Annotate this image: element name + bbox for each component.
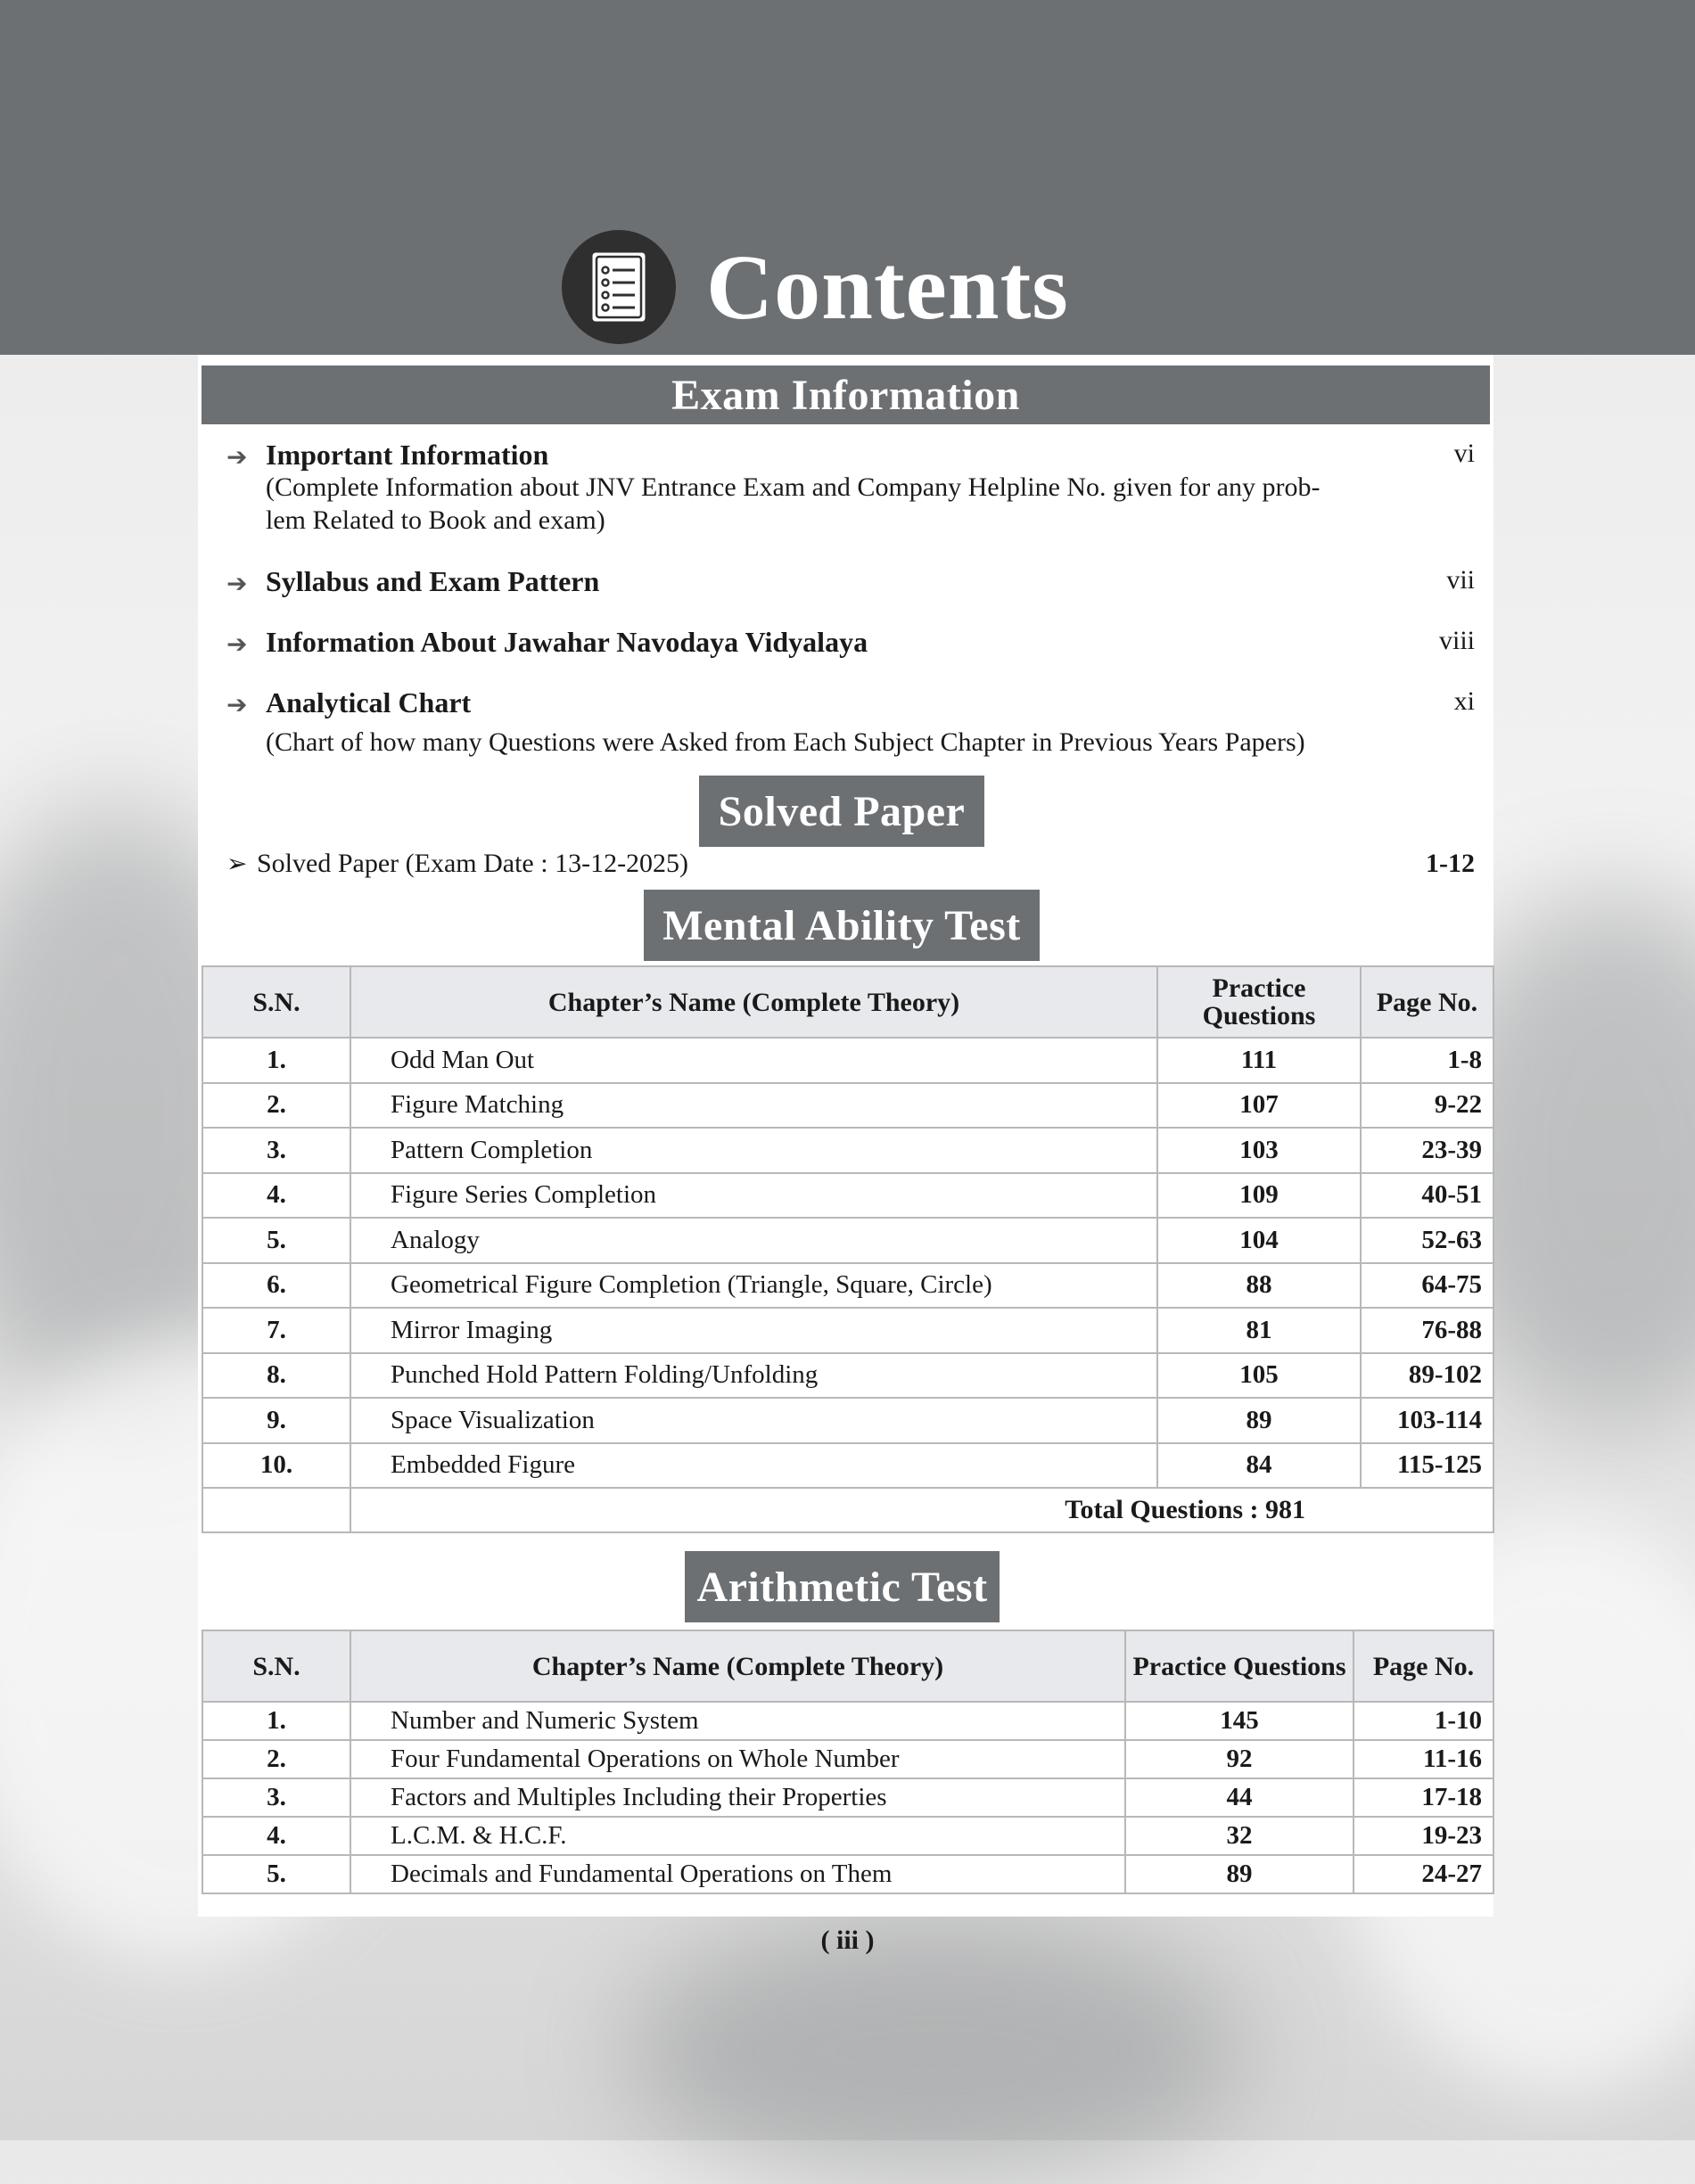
row-questions: 92 — [1125, 1740, 1354, 1778]
page-title: Contents — [706, 235, 1069, 339]
row-questions: 109 — [1157, 1173, 1361, 1219]
entry-title: Syllabus and Exam Pattern — [266, 565, 600, 597]
contents-list-icon — [562, 230, 676, 344]
table-row[interactable] — [202, 1778, 1493, 1817]
column-header-page: Page No. — [1361, 966, 1493, 1038]
entry-title: Solved Paper (Exam Date : 13-12-2025) — [257, 849, 689, 878]
table-row[interactable] — [202, 1173, 1493, 1219]
row-sn: 2. — [202, 1740, 350, 1778]
row-page: 1-10 — [1354, 1702, 1493, 1740]
table-row[interactable] — [202, 1128, 1493, 1173]
row-page: 103-114 — [1361, 1398, 1493, 1443]
row-chapter-name: Figure Matching — [350, 1083, 1157, 1129]
entry-title: Analytical Chart — [266, 686, 472, 718]
arrow-icon: ➔ — [226, 690, 248, 719]
row-sn: 1. — [202, 1038, 350, 1083]
row-chapter-name: Decimals and Fundamental Operations on Them — [350, 1855, 1125, 1893]
row-page: 11-16 — [1354, 1740, 1493, 1778]
row-chapter-name: Embedded Figure — [350, 1443, 1157, 1489]
section-heading-exam-information: Exam Information — [202, 365, 1490, 424]
row-chapter-name: Space Visualization — [350, 1398, 1157, 1443]
table-row[interactable] — [202, 1740, 1493, 1778]
row-questions: 89 — [1157, 1398, 1361, 1443]
table-row[interactable] — [202, 1702, 1493, 1740]
table-header-row — [202, 1630, 1493, 1702]
row-sn: 8. — [202, 1353, 350, 1399]
row-chapter-name: Analogy — [350, 1218, 1157, 1263]
row-questions: 44 — [1125, 1778, 1354, 1817]
row-chapter-name: Odd Man Out — [350, 1038, 1157, 1083]
arrow-icon: ➔ — [226, 629, 248, 659]
section-heading-solved-paper: Solved Paper — [699, 776, 984, 847]
row-sn: 2. — [202, 1083, 350, 1129]
toc-entry[interactable] — [226, 626, 1475, 661]
arrow-icon: ➔ — [226, 569, 248, 598]
arithmetic-table — [202, 1630, 1494, 1894]
row-questions: 81 — [1157, 1308, 1361, 1353]
toc-entry[interactable] — [226, 565, 1475, 601]
column-header-chapter: Chapter’s Name (Complete Theory) — [350, 966, 1157, 1038]
row-chapter-name: Punched Hold Pattern Folding/Unfolding — [350, 1353, 1157, 1399]
row-page: 89-102 — [1361, 1353, 1493, 1399]
row-sn: 1. — [202, 1702, 350, 1740]
mental-ability-table — [202, 965, 1494, 1533]
background-shade — [624, 1917, 1248, 2184]
page-header — [562, 230, 1069, 344]
row-page: 52-63 — [1361, 1218, 1493, 1263]
table-row[interactable] — [202, 1398, 1493, 1443]
row-questions: 104 — [1157, 1218, 1361, 1263]
entry-title: Information About Jawahar Navodaya Vidyalaya — [266, 626, 868, 658]
row-sn: 7. — [202, 1308, 350, 1353]
row-questions: 111 — [1157, 1038, 1361, 1083]
total-questions: Total Questions : 981 — [350, 1488, 1493, 1532]
row-chapter-name: Factors and Multiples Including their Properties — [350, 1778, 1125, 1817]
row-page: 24-27 — [1354, 1855, 1493, 1893]
column-header-sn: S.N. — [202, 966, 350, 1038]
table-row[interactable] — [202, 1038, 1493, 1083]
row-sn: 4. — [202, 1817, 350, 1855]
toc-entry[interactable] — [226, 439, 1475, 537]
table-row[interactable] — [202, 1817, 1493, 1855]
row-sn: 3. — [202, 1778, 350, 1817]
column-header-sn: S.N. — [202, 1630, 350, 1702]
row-chapter-name: Four Fundamental Operations on Whole Number — [350, 1740, 1125, 1778]
row-sn: 3. — [202, 1128, 350, 1173]
row-page: 23-39 — [1361, 1128, 1493, 1173]
entry-page: vi — [1453, 439, 1475, 468]
section-heading-arithmetic: Arithmetic Test — [685, 1551, 1000, 1622]
row-page: 76-88 — [1361, 1308, 1493, 1353]
column-header-questions: Practice Questions — [1157, 966, 1361, 1038]
row-page: 115-125 — [1361, 1443, 1493, 1489]
page-number: ( iii ) — [820, 1925, 875, 1955]
row-sn: 4. — [202, 1173, 350, 1219]
entry-description: (Chart of how many Questions were Asked from Each Subject Chapter in Previous Years Papers) — [266, 727, 1305, 757]
row-page: 19-23 — [1354, 1817, 1493, 1855]
row-questions: 107 — [1157, 1083, 1361, 1129]
entry-description: (Complete Information about JNV Entrance Exam and Company Helpline No. given for any prob- lem Related to Book and exam) — [266, 472, 1321, 535]
column-header-page: Page No. — [1354, 1630, 1493, 1702]
entry-page: vii — [1446, 565, 1475, 595]
row-chapter-name: Mirror Imaging — [350, 1308, 1157, 1353]
row-questions: 84 — [1157, 1443, 1361, 1489]
entry-page: 1-12 — [1426, 849, 1475, 878]
row-page: 17-18 — [1354, 1778, 1493, 1817]
section-heading-mental-ability: Mental Ability Test — [644, 890, 1040, 961]
entry-page: viii — [1438, 626, 1475, 655]
table-row[interactable] — [202, 1855, 1493, 1893]
row-page: 40-51 — [1361, 1173, 1493, 1219]
row-chapter-name: Pattern Completion — [350, 1128, 1157, 1173]
arrow-icon: ➔ — [226, 442, 248, 472]
table-row[interactable] — [202, 1353, 1493, 1399]
pointer-icon: ➢ — [226, 849, 248, 878]
row-chapter-name: Geometrical Figure Completion (Triangle, Square, Circle) — [350, 1263, 1157, 1309]
toc-entry[interactable] — [226, 686, 1475, 758]
row-chapter-name: L.C.M. & H.C.F. — [350, 1817, 1125, 1855]
table-row[interactable] — [202, 1308, 1493, 1353]
table-row[interactable] — [202, 1443, 1493, 1489]
row-sn: 10. — [202, 1443, 350, 1489]
row-questions: 145 — [1125, 1702, 1354, 1740]
total-blank-cell — [202, 1488, 350, 1532]
column-header-chapter: Chapter’s Name (Complete Theory) — [350, 1630, 1125, 1702]
row-page: 64-75 — [1361, 1263, 1493, 1309]
row-chapter-name: Number and Numeric System — [350, 1702, 1125, 1740]
row-page: 1-8 — [1361, 1038, 1493, 1083]
row-sn: 5. — [202, 1855, 350, 1893]
table-row[interactable] — [202, 1083, 1493, 1129]
entry-title: Important Information — [266, 439, 549, 471]
row-page: 9-22 — [1361, 1083, 1493, 1129]
table-row[interactable] — [202, 1263, 1493, 1309]
row-chapter-name: Figure Series Completion — [350, 1173, 1157, 1219]
row-questions: 88 — [1157, 1263, 1361, 1309]
row-sn: 9. — [202, 1398, 350, 1443]
total-row — [202, 1488, 1493, 1532]
column-header-questions: Practice Questions — [1125, 1630, 1354, 1702]
row-sn: 5. — [202, 1218, 350, 1263]
toc-entry-solved-paper[interactable] — [226, 849, 1475, 884]
row-questions: 103 — [1157, 1128, 1361, 1173]
table-row[interactable] — [202, 1218, 1493, 1263]
row-questions: 32 — [1125, 1817, 1354, 1855]
row-questions: 89 — [1125, 1855, 1354, 1893]
entry-page: xi — [1453, 686, 1475, 716]
table-header-row — [202, 966, 1493, 1038]
row-sn: 6. — [202, 1263, 350, 1309]
row-questions: 105 — [1157, 1353, 1361, 1399]
